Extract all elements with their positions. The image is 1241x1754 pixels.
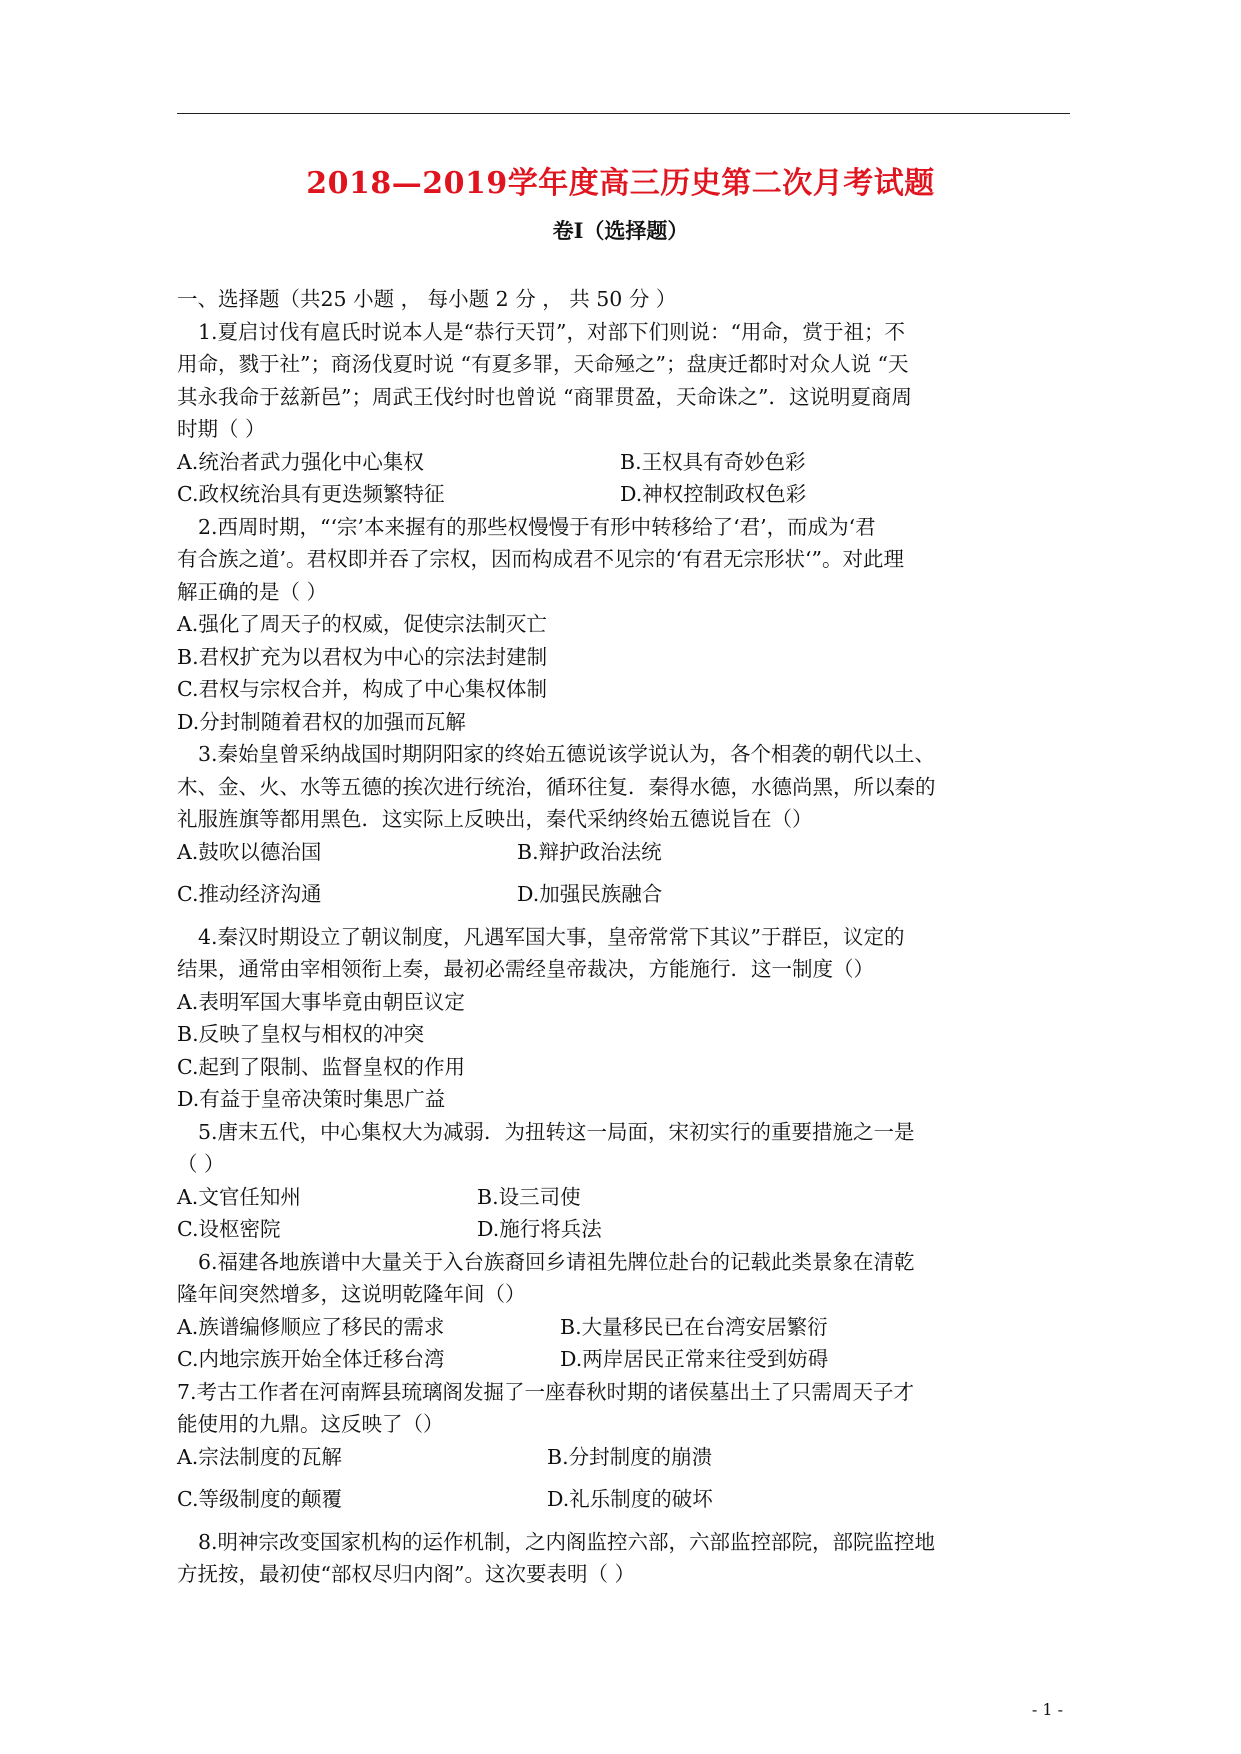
page-number: - 1 - bbox=[1031, 1700, 1063, 1719]
question-7-option-c: C.等级制度的颠覆 bbox=[177, 1487, 342, 1511]
exam-subtitle: 卷Ⅰ（选择题） bbox=[552, 218, 689, 243]
question-1-option-c: C.政权统治具有更迭频繁特征 bbox=[177, 482, 445, 506]
exam-title: 2018—2019学年度高三历史第二次月考试题 bbox=[306, 166, 935, 201]
question-4-option-a: A.表明军国大事毕竟由朝臣议定 bbox=[177, 989, 465, 1014]
question-7-line-1: 7.考古工作者在河南辉县琉璃阁发掘了一座春秋时期的诸侯墓出土了只需周天子才 bbox=[177, 1379, 915, 1404]
question-7-line-2: 能使用的九鼎。这反映了（） bbox=[177, 1412, 444, 1436]
question-1-line-1: 1.夏启讨伐有扈氏时说本人是“恭行天罚”，对部下们则说：“用命，赏于祖；不 bbox=[198, 319, 905, 344]
question-2-option-c: C.君权与宗权合并，构成了中心集权体制 bbox=[177, 677, 547, 701]
question-6-options-row-2 bbox=[177, 1343, 1077, 1376]
question-2-line-3: 解正确的是（ ） bbox=[177, 579, 328, 604]
question-6-line-1: 6.福建各地族谱中大量关于入台族裔回乡请祖先牌位赴台的记载此类景象在清乾 bbox=[198, 1249, 915, 1274]
question-6-option-a: A.族谱编修顺应了移民的需求 bbox=[177, 1314, 445, 1339]
question-2-option-d: D.分封制随着君权的加强而瓦解 bbox=[177, 709, 466, 734]
question-2-line-2: 有合族之道’。君权即并吞了宗权，因而构成君不见宗的‘有君无宗形状‘”。对此理 bbox=[177, 547, 905, 571]
question-3-line-2: 木、金、火、水等五德的挨次进行统治，循环往复．秦得水德，水德尚黑，所以秦的 bbox=[177, 774, 936, 799]
question-3-option-a: A.鼓吹以德治国 bbox=[177, 839, 322, 864]
question-7-option-b: B.分封制度的崩溃 bbox=[547, 1444, 713, 1469]
question-3-line-3: 礼服旌旗等都用黑色．这实际上反映出，秦代采纳终始五德说旨在（） bbox=[177, 807, 813, 831]
question-2-line-1: 2.西周时期，“‘宗’本来握有的那些权慢慢于有形中转移给了‘君’，而成为‘君 bbox=[198, 514, 876, 539]
question-3-line-1: 3.秦始皇曾采纳战国时期阴阳家的终始五德说该学说认为，各个相袭的朝代以土、 bbox=[198, 742, 936, 766]
question-1-options-row-1 bbox=[177, 446, 1077, 479]
question-5-option-c: C.设枢密院 bbox=[177, 1217, 281, 1241]
question-7-options-row-2 bbox=[177, 1483, 1077, 1516]
question-3-option-c: C.推动经济沟通 bbox=[177, 882, 322, 906]
question-7-options-row-1 bbox=[177, 1441, 1077, 1474]
question-6-option-d: D.两岸居民正常来往受到妨碍 bbox=[560, 1347, 829, 1371]
question-1-options-row-2 bbox=[177, 478, 1077, 511]
question-6-option-b: B.大量移民已在台湾安居繁衍 bbox=[560, 1314, 828, 1339]
question-6-options-row-1 bbox=[177, 1311, 1077, 1344]
question-5-options-row-2 bbox=[177, 1213, 1077, 1246]
question-5-option-b: B.设三司使 bbox=[477, 1184, 581, 1209]
question-4-option-c: C.起到了限制、监督皇权的作用 bbox=[177, 1054, 465, 1079]
question-6-line-2: 隆年间突然增多，这说明乾隆年间（） bbox=[177, 1282, 526, 1306]
question-3-option-d: D.加强民族融合 bbox=[517, 882, 663, 906]
question-4-line-2: 结果，通常由宰相领衔上奏，最初必需经皇帝裁决，方能施行．这一制度（） bbox=[177, 957, 874, 981]
question-1-option-a: A.统治者武力强化中心集权 bbox=[177, 449, 424, 474]
question-2-option-b: B.君权扩充为以君权为中心的宗法封建制 bbox=[177, 644, 548, 669]
question-3-option-b: B.辩护政治法统 bbox=[517, 839, 662, 864]
question-3-options-row-1 bbox=[177, 836, 1077, 869]
question-2-option-a: A.强化了周天子的权威，促使宗法制灭亡 bbox=[177, 612, 547, 636]
question-4-line-1: 4.秦汉时期设立了朝议制度，凡遇军国大事，皇帝常常下其议”于群臣，议定的 bbox=[198, 924, 905, 949]
question-7-option-a: A.宗法制度的瓦解 bbox=[177, 1444, 342, 1469]
question-8-line-2: 方抚按，最初使“部权尽归内阁”。这次要表明（ ） bbox=[177, 1562, 635, 1586]
question-1-line-4: 时期（ ） bbox=[177, 417, 266, 441]
section-header: 一、选择题（共25 小题 ， 每小题 2 分 ， 共 50 分 ） bbox=[177, 287, 677, 311]
question-5-options-row-1 bbox=[177, 1181, 1077, 1214]
question-5-option-d: D.施行将兵法 bbox=[477, 1217, 602, 1241]
question-8-line-1: 8.明神宗改变国家机构的运作机制，之内阁监控六部，六部监控部院，部院监控地 bbox=[198, 1529, 936, 1554]
question-5-line-2: （ ） bbox=[177, 1152, 225, 1176]
question-5-option-a: A.文官任知州 bbox=[177, 1184, 301, 1209]
question-3-options-row-2 bbox=[177, 878, 1077, 911]
header-rule bbox=[177, 113, 1070, 114]
question-1-line-3: 其永我命于兹新邑”；周武王伐纣时也曾说 “商罪贯盈，天命诛之”．这说明夏商周 bbox=[177, 384, 912, 409]
question-1-option-b: B.王权具有奇妙色彩 bbox=[620, 449, 806, 474]
question-6-option-c: C.内地宗族开始全体迁移台湾 bbox=[177, 1347, 445, 1371]
exam-content bbox=[177, 283, 1077, 1591]
question-1-option-d: D.神权控制政权色彩 bbox=[620, 482, 807, 506]
question-1-line-2: 用命，戮于社”；商汤伐夏时说 “有夏多罪，天命殛之”；盘庚迁都时对众人说 “天 bbox=[177, 352, 909, 376]
question-4-option-b: B.反映了皇权与相权的冲突 bbox=[177, 1022, 425, 1046]
question-4-option-d: D.有益于皇帝决策时集思广益 bbox=[177, 1087, 446, 1111]
question-7-option-d: D.礼乐制度的破坏 bbox=[547, 1487, 713, 1511]
question-5-line-1: 5.唐末五代，中心集权大为减弱．为扭转这一局面，宋初实行的重要措施之一是 bbox=[198, 1119, 915, 1144]
